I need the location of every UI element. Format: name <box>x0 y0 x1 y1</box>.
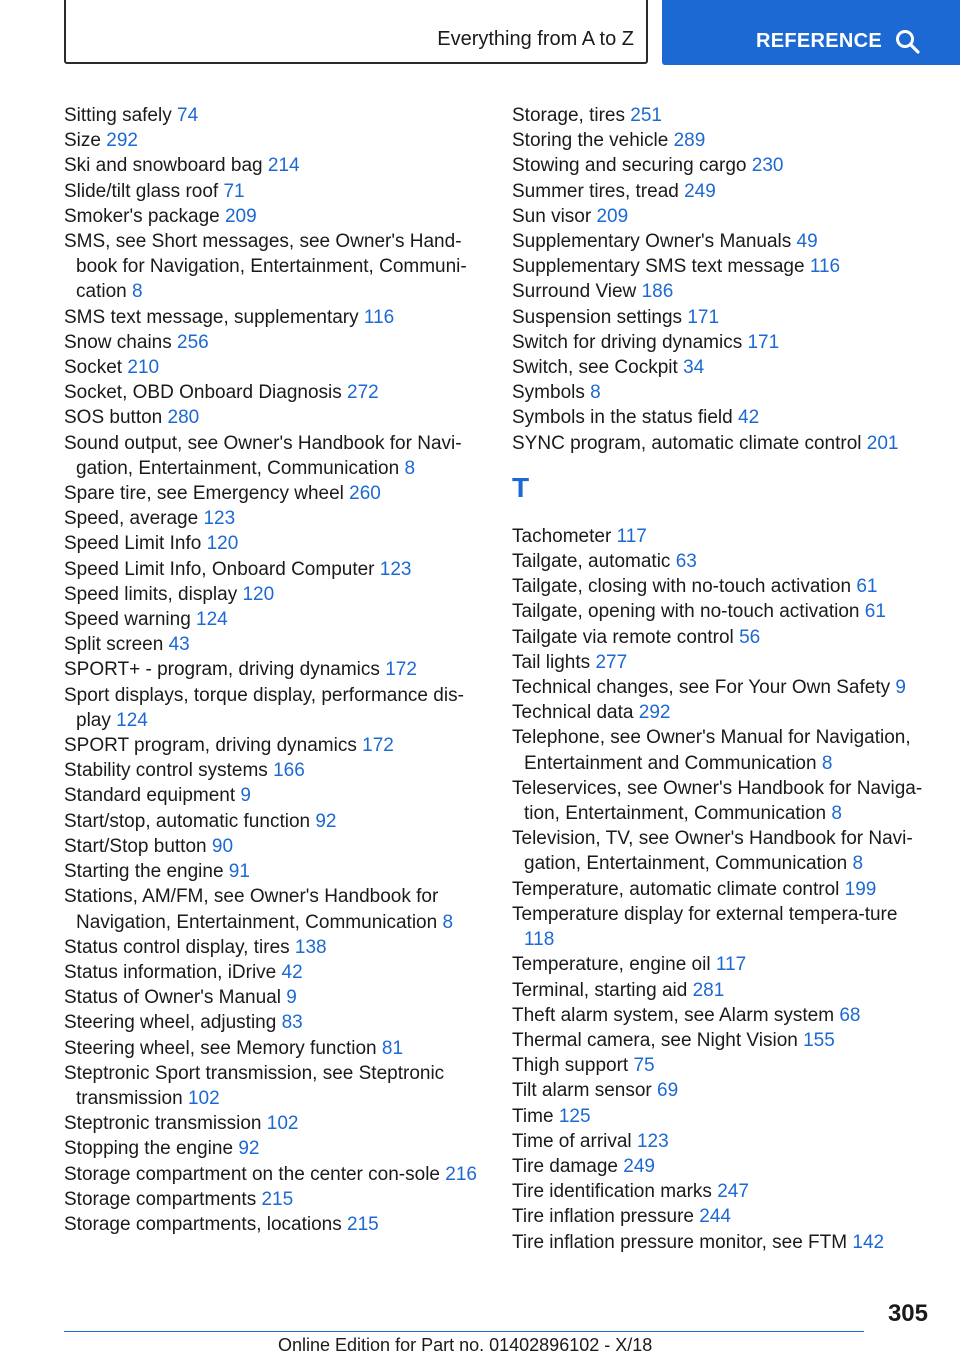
index-entry <box>64 405 494 430</box>
index-term: Split screen <box>64 634 164 656</box>
page-reference-link[interactable]: 49 <box>796 231 818 253</box>
index-entry <box>512 1129 930 1154</box>
page-reference-link[interactable]: 215 <box>261 1188 294 1210</box>
page-reference-link[interactable]: 216 <box>445 1163 477 1185</box>
index-entry <box>64 884 494 934</box>
index-entry <box>512 1230 930 1255</box>
index-entry <box>64 859 494 884</box>
index-term: Socket <box>64 357 123 379</box>
page-reference-link[interactable]: 74 <box>177 105 199 126</box>
index-term: Time of arrival <box>512 1130 632 1152</box>
index-term: Tailgate, opening with no-touch activation <box>512 601 860 623</box>
index-entry <box>512 599 930 624</box>
index-term: Supplementary SMS text message <box>512 256 805 278</box>
page-reference-link[interactable]: 289 <box>673 130 706 152</box>
index-entry <box>64 809 494 834</box>
index-term: SMS, see Short messages, see Owner's Hand‐book for Navigation, Entertainment, Communi‐cation <box>64 231 467 303</box>
index-term: Size <box>64 130 101 152</box>
page-reference-link[interactable]: 280 <box>167 407 200 429</box>
index-entry <box>512 128 930 153</box>
page-reference-link[interactable]: 83 <box>281 1012 303 1034</box>
index-term: Tire inflation pressure monitor, see FTM <box>512 1231 848 1253</box>
index-term: Status control display, tires <box>64 936 290 958</box>
index-entry <box>512 952 930 977</box>
page-reference-link[interactable]: 172 <box>362 735 394 757</box>
page-reference-link[interactable]: 75 <box>633 1055 655 1077</box>
index-term: Storage compartment on the center con‐sole <box>64 1163 440 1185</box>
index-entry <box>64 204 494 229</box>
index-term: Sport displays, torque display, performance dis‐play <box>64 684 464 731</box>
index-term: Speed Limit Info <box>64 533 202 555</box>
page-reference-link[interactable]: 281 <box>692 979 725 1001</box>
index-term: Switch, see Cockpit <box>512 357 678 379</box>
index-term: Tailgate via remote control <box>512 626 734 648</box>
index-entry <box>512 1154 930 1179</box>
index-entry <box>512 625 930 650</box>
index-term: Status of Owner's Manual <box>64 987 281 1009</box>
index-entry <box>64 229 494 305</box>
index-entry <box>64 834 494 859</box>
index-term: Suspension settings <box>512 306 683 328</box>
index-entry <box>512 405 930 430</box>
index-term: Tire damage <box>512 1155 618 1177</box>
page-reference-link[interactable]: 124 <box>116 709 148 731</box>
index-term: Storage, tires <box>512 105 625 126</box>
index-term: Stability control systems <box>64 760 268 782</box>
index-entry <box>64 985 494 1010</box>
index-term: Starting the engine <box>64 861 224 883</box>
index-term: Steering wheel, adjusting <box>64 1012 277 1034</box>
index-term: Standard equipment <box>64 785 236 807</box>
page-reference-link[interactable]: 125 <box>558 1105 591 1127</box>
index-term: Theft alarm system, see Alarm system <box>512 1004 835 1026</box>
header-section-box <box>64 0 648 64</box>
page-reference-link[interactable]: 116 <box>809 256 841 278</box>
index-entry <box>64 632 494 657</box>
index-term: Tailgate, closing with no-touch activation <box>512 576 852 598</box>
index-entry <box>512 978 930 1003</box>
index-term: Ski and snowboard bag <box>64 155 263 177</box>
page-reference-link[interactable]: 123 <box>636 1130 669 1152</box>
page-reference-link[interactable]: 102 <box>266 1113 299 1135</box>
page-reference-link[interactable]: 138 <box>294 936 327 958</box>
index-term: Surround View <box>512 281 637 303</box>
index-entry <box>512 826 930 876</box>
index-term: Steering wheel, see Memory function <box>64 1037 377 1059</box>
page-reference-link[interactable]: 71 <box>223 180 245 202</box>
index-entry <box>512 279 930 304</box>
index-entry <box>512 675 930 700</box>
index-term: Speed, average <box>64 508 199 530</box>
page-reference-link[interactable]: 244 <box>699 1206 731 1228</box>
index-term: Supplementary Owner's Manuals <box>512 231 792 253</box>
page-reference-link[interactable]: 142 <box>852 1231 885 1253</box>
index-entry <box>64 431 494 481</box>
page-reference-link[interactable]: 68 <box>839 1004 861 1026</box>
index-term: Symbols in the status field <box>512 407 733 429</box>
index-term: SPORT+ - program, driving dynamics <box>64 659 380 681</box>
index-term: Snow chains <box>64 331 172 353</box>
index-term: Sound output, see Owner's Handbook for Navi‐gation, Entertainment, Communication <box>64 432 462 479</box>
index-term: Socket, OBD Onboard Diagnosis <box>64 382 342 404</box>
index-term: Temperature, engine oil <box>512 954 711 976</box>
index-term: Symbols <box>512 382 585 404</box>
index-term: Speed Limit Info, Onboard Computer <box>64 558 375 580</box>
page-reference-link[interactable]: 9 <box>895 677 906 699</box>
index-term: Switch for driving dynamics <box>512 331 743 353</box>
index-column-right <box>512 103 930 1255</box>
page-reference-link[interactable]: 123 <box>379 558 412 580</box>
section-title: Everything from A to Z <box>437 28 634 50</box>
index-term: Tail lights <box>512 651 591 673</box>
page-reference-link[interactable]: 116 <box>363 306 395 328</box>
index-entry <box>512 1078 930 1103</box>
letter-heading: T <box>512 471 530 503</box>
page-reference-link[interactable]: 63 <box>675 551 697 573</box>
index-entry <box>512 355 930 380</box>
index-entry <box>512 776 930 826</box>
index-entry <box>64 758 494 783</box>
index-term: SOS button <box>64 407 163 429</box>
index-entry <box>64 783 494 808</box>
index-term: Stowing and securing cargo <box>512 155 747 177</box>
page-reference-link[interactable]: 215 <box>347 1213 379 1235</box>
index-term: Sitting safely <box>64 105 172 126</box>
page-reference-link[interactable]: 9 <box>286 987 297 1009</box>
index-entry <box>64 481 494 506</box>
page-reference-link[interactable]: 272 <box>347 382 379 404</box>
page-reference-link[interactable]: 42 <box>738 407 760 429</box>
index-term: Thermal camera, see Night Vision <box>512 1029 798 1051</box>
index-entry <box>512 902 930 952</box>
index-entry <box>512 700 930 725</box>
footer-rule <box>64 1331 864 1332</box>
index-term: Telephone, see Owner's Manual for Navigation, Entertainment and Communication <box>512 727 911 774</box>
page-reference-link[interactable]: 124 <box>196 609 228 631</box>
page-reference-link[interactable]: 209 <box>224 205 257 227</box>
index-entry <box>64 733 494 758</box>
index-entry <box>512 1053 930 1078</box>
index-entry <box>64 1212 494 1237</box>
index-entry <box>512 1028 930 1053</box>
index-term: Technical data <box>512 702 634 724</box>
search-icon[interactable] <box>894 28 922 56</box>
index-entry <box>512 1179 930 1204</box>
index-term: Temperature, automatic climate control <box>512 878 840 900</box>
index-entry <box>512 1104 930 1129</box>
page-number: 305 <box>887 1300 928 1327</box>
index-term: Summer tires, tread <box>512 180 679 202</box>
index-term: SPORT program, driving dynamics <box>64 735 357 757</box>
index-entry <box>512 103 930 128</box>
page-reference-link[interactable]: 43 <box>168 634 190 656</box>
index-term: Storage compartments, locations <box>64 1213 342 1235</box>
page-reference-link[interactable]: 123 <box>203 508 236 530</box>
index-entry <box>512 524 930 549</box>
index-entry <box>512 204 930 229</box>
index-entry <box>64 1162 494 1187</box>
index-term: Steptronic Sport transmission, see Steptronic transmission <box>64 1062 445 1109</box>
page-reference-link[interactable]: 209 <box>596 205 629 227</box>
index-entry <box>64 531 494 556</box>
page-reference-link[interactable]: 117 <box>715 954 747 976</box>
page-reference-link[interactable]: 90 <box>211 835 234 857</box>
index-term: Steptronic transmission <box>64 1113 262 1135</box>
page-reference-link[interactable]: 9 <box>240 785 251 807</box>
index-entry <box>512 153 930 178</box>
page-reference-link[interactable]: 172 <box>385 659 417 681</box>
page-reference-link[interactable]: 292 <box>106 130 138 152</box>
index-entry <box>512 380 930 405</box>
index-entry <box>64 128 494 153</box>
page-reference-link[interactable]: 166 <box>273 760 305 782</box>
index-entry <box>64 305 494 330</box>
index-term: Storage compartments <box>64 1188 257 1210</box>
index-entry <box>64 935 494 960</box>
index-entry <box>64 506 494 531</box>
index-entry <box>512 431 930 456</box>
index-entry <box>512 305 930 330</box>
page-reference-link[interactable]: 34 <box>683 357 705 379</box>
index-term: Tachometer <box>512 525 612 547</box>
page-reference-link[interactable]: 8 <box>131 281 143 303</box>
page-reference-link[interactable]: 8 <box>590 382 601 404</box>
index-entry <box>512 330 930 355</box>
index-term: Temperature display for external tempera‐ture <box>512 903 898 925</box>
index-entry <box>64 103 494 128</box>
page-reference-link[interactable]: 292 <box>638 702 671 724</box>
page-reference-link[interactable]: 120 <box>242 583 275 605</box>
index-term: Technical changes, see For Your Own Safety <box>512 677 891 699</box>
page-reference-link[interactable]: 201 <box>866 432 899 454</box>
page-reference-link[interactable]: 8 <box>404 457 416 479</box>
index-entry <box>512 650 930 675</box>
page-reference-link[interactable]: 8 <box>821 752 833 774</box>
index-entry <box>512 229 930 254</box>
page-reference-link[interactable]: 230 <box>751 155 784 177</box>
page-reference-link[interactable]: 260 <box>349 483 381 505</box>
index-entry <box>64 1111 494 1136</box>
page-reference-link[interactable]: 251 <box>630 105 662 126</box>
index-term: Tire identification marks <box>512 1181 712 1203</box>
index-entry <box>64 1136 494 1161</box>
index-group-t <box>512 524 930 1255</box>
page-reference-link[interactable]: 171 <box>687 306 720 328</box>
index-entry <box>64 380 494 405</box>
index-term: Storing the vehicle <box>512 130 669 152</box>
page-reference-link[interactable]: 117 <box>616 525 647 547</box>
page-reference-link[interactable]: 56 <box>739 626 761 648</box>
page-reference-link[interactable]: 256 <box>177 331 209 353</box>
index-term: SYNC program, automatic climate control <box>512 432 862 454</box>
index-term: Slide/tilt glass roof <box>64 180 219 202</box>
page-reference-link[interactable]: 118 <box>524 929 555 951</box>
index-entry <box>64 153 494 178</box>
page-reference-link[interactable]: 247 <box>717 1181 749 1203</box>
index-entry <box>512 179 930 204</box>
header-chapter-tab[interactable] <box>662 0 960 65</box>
page-reference-link[interactable]: 249 <box>684 180 716 202</box>
page-reference-link[interactable]: 120 <box>206 533 239 555</box>
footer-edition: Online Edition for Part no. 01402896102 - X/18 <box>278 1335 653 1355</box>
page-reference-link[interactable]: 69 <box>657 1080 679 1102</box>
index-entry <box>64 960 494 985</box>
page-reference-link[interactable]: 186 <box>641 281 674 303</box>
page-reference-link[interactable]: 8 <box>442 911 454 933</box>
page-reference-link[interactable]: 42 <box>281 961 303 983</box>
page-reference-link[interactable]: 8 <box>852 853 864 875</box>
index-term: Speed warning <box>64 609 191 631</box>
index-term: Stopping the engine <box>64 1138 234 1160</box>
index-term: Spare tire, see Emergency wheel <box>64 483 344 505</box>
index-entry <box>64 1061 494 1111</box>
page-reference-link[interactable]: 155 <box>803 1029 835 1051</box>
index-term: Stations, AM/FM, see Owner's Handbook for Navigation, Entertainment, Communication <box>64 886 439 933</box>
page-reference-link[interactable]: 277 <box>595 651 628 673</box>
index-entry <box>64 330 494 355</box>
index-term: Tilt alarm sensor <box>512 1080 652 1102</box>
page-reference-link[interactable]: 61 <box>864 601 886 623</box>
index-term: Start/Stop button <box>64 835 207 857</box>
index-entry <box>512 1003 930 1028</box>
page-reference-link[interactable]: 8 <box>831 803 842 825</box>
index-term: Speed limits, display <box>64 583 238 605</box>
index-term: Teleservices, see Owner's Handbook for Naviga‐tion, Entertainment, Communication <box>512 777 923 825</box>
index-entry <box>64 179 494 204</box>
index-entry <box>512 574 930 599</box>
index-entry <box>64 557 494 582</box>
index-entry <box>64 1010 494 1035</box>
index-entry <box>512 1204 930 1229</box>
page-reference-link[interactable]: 210 <box>127 357 160 379</box>
index-entry <box>64 683 494 733</box>
index-term: Smoker's package <box>64 205 220 227</box>
index-entry <box>64 355 494 380</box>
index-term: Sun visor <box>512 205 592 227</box>
page-reference-link[interactable]: 214 <box>267 155 300 177</box>
index-term: SMS text message, supplementary <box>64 306 359 328</box>
index-entry <box>512 254 930 279</box>
index-term: Thigh support <box>512 1055 629 1077</box>
page-reference-link[interactable]: 102 <box>187 1087 220 1109</box>
page-reference-link[interactable]: 249 <box>623 1155 655 1177</box>
index-entry <box>512 725 930 775</box>
index-entry <box>64 1187 494 1212</box>
page-reference-link[interactable]: 81 <box>381 1037 404 1059</box>
index-entry <box>64 582 494 607</box>
index-entry <box>64 1036 494 1061</box>
index-column-left <box>64 103 494 1237</box>
index-term: Tailgate, automatic <box>512 551 671 573</box>
page-reference-link[interactable]: 92 <box>315 810 337 832</box>
index-term: Start/stop, automatic function <box>64 810 311 832</box>
index-term: Terminal, starting aid <box>512 979 688 1001</box>
index-group-s-continued <box>512 103 930 456</box>
page-reference-link[interactable]: 92 <box>238 1138 260 1160</box>
page-reference-link[interactable]: 199 <box>844 878 877 900</box>
index-entry <box>64 657 494 682</box>
index-entry <box>64 607 494 632</box>
index-entry <box>512 549 930 574</box>
page-reference-link[interactable]: 91 <box>228 861 250 883</box>
chapter-label: REFERENCE <box>756 30 883 52</box>
page-reference-link[interactable]: 61 <box>856 576 878 598</box>
index-term: Television, TV, see Owner's Handbook for Navi‐gation, Entertainment, Communication <box>512 828 913 875</box>
index-entry <box>512 877 930 902</box>
index-term: Status information, iDrive <box>64 961 277 983</box>
page-reference-link[interactable]: 171 <box>747 331 780 353</box>
index-term: Time <box>512 1105 554 1127</box>
index-term: Tire inflation pressure <box>512 1206 694 1228</box>
